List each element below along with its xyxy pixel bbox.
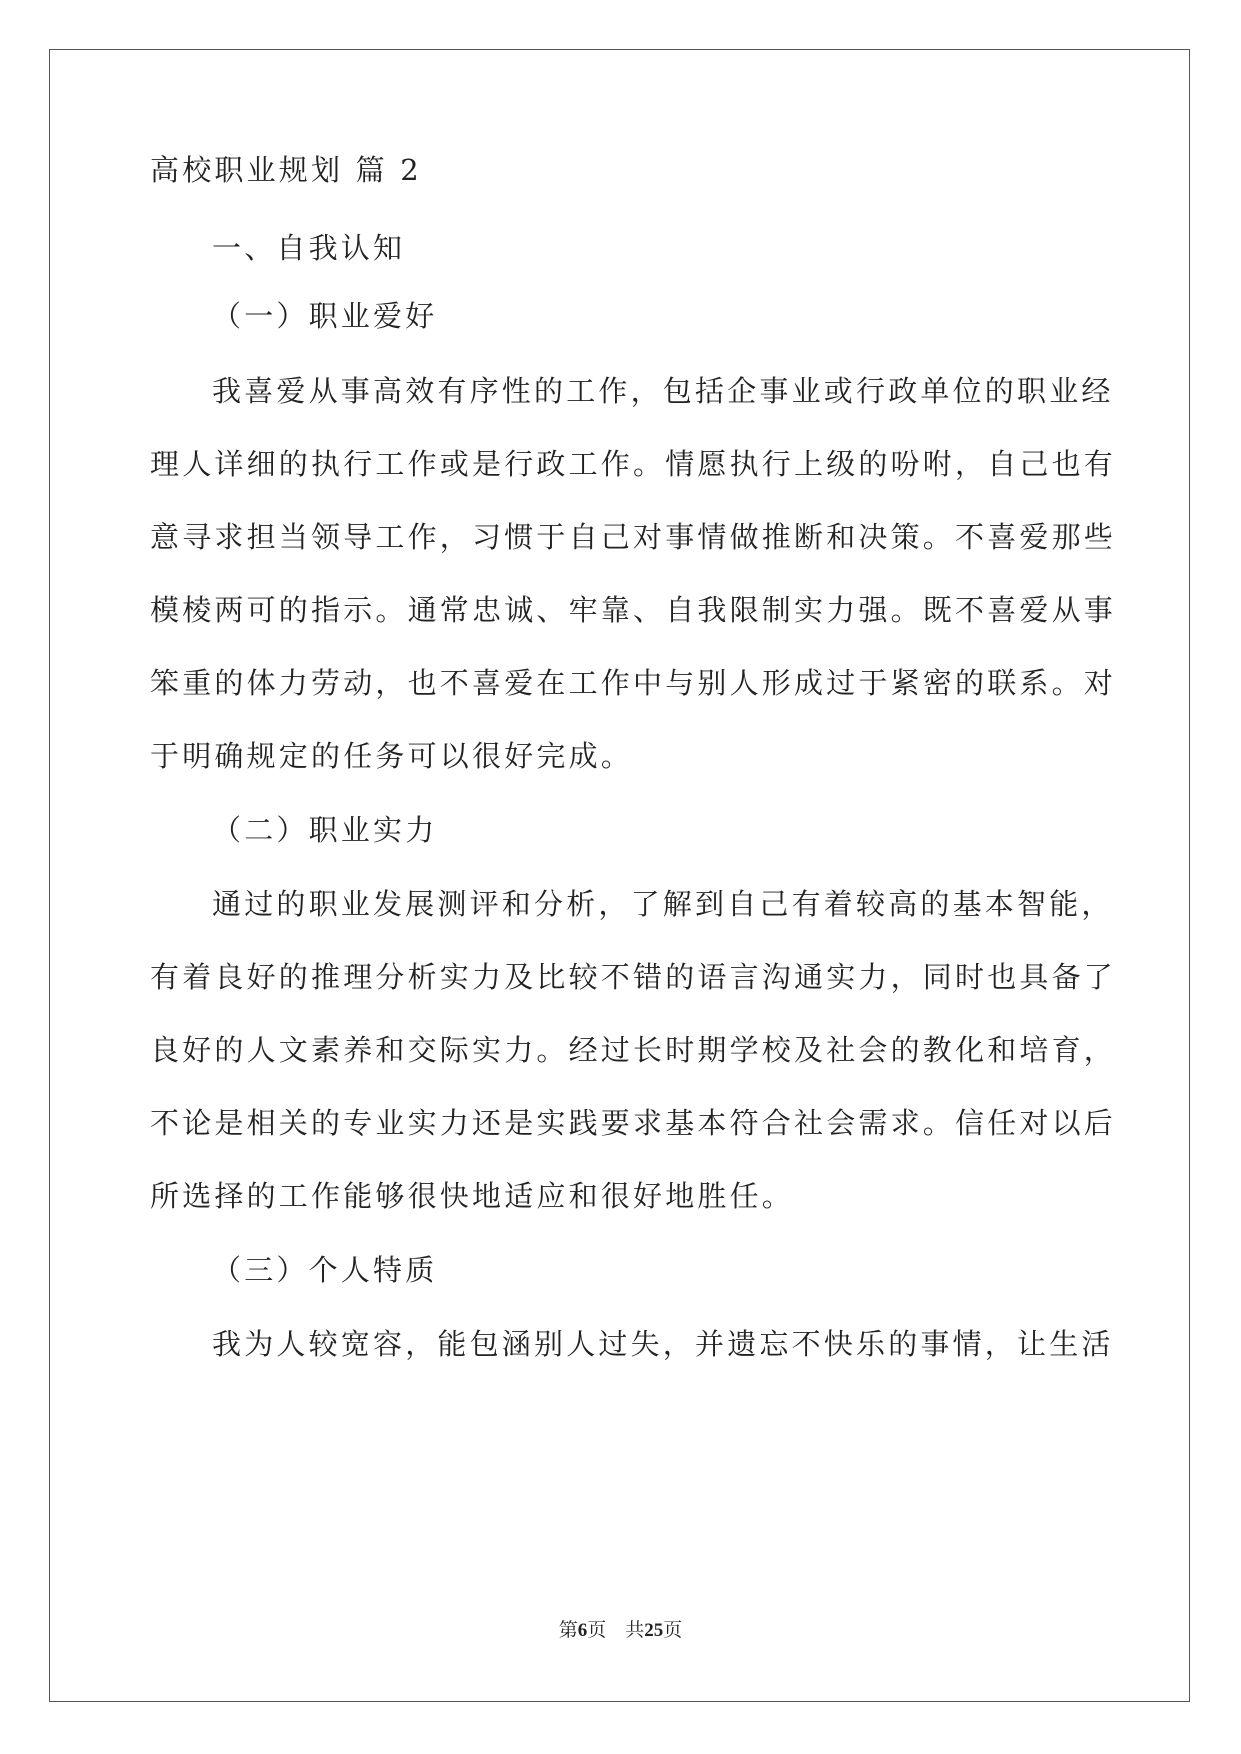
footer-total-pages: 25 [644, 1620, 664, 1641]
paragraph-line: 意寻求担当领导工作，习惯于自己对事情做推断和决策。不喜爱那些 [150, 520, 1117, 554]
paragraph-line: 良好的人文素养和交际实力。经过长时期学校及社会的教化和培育， [150, 1033, 1117, 1067]
footer-current-page: 6 [577, 1620, 588, 1641]
paragraph-line: 所选择的工作能够很快地适应和很好地胜任。 [150, 1179, 795, 1213]
paragraph-line: 理人详细的执行工作或是行政工作。情愿执行上级的吩咐，自己也有 [150, 447, 1117, 481]
paragraph-line: 笨重的体力劳动，也不喜爱在工作中与别人形成过于紧密的联系。对 [150, 666, 1117, 700]
footer-suffix: 页 [663, 1620, 683, 1641]
document-title: 高校职业规划 篇 2 [150, 153, 422, 187]
footer-mid: 页 共 [587, 1620, 645, 1641]
paragraph-line: 通过的职业发展测评和分析，了解到自己有着较高的基本智能， [212, 887, 1114, 921]
footer-prefix: 第 [558, 1620, 578, 1641]
paragraph-line: 有着良好的推理分析实力及比较不错的语言沟通实力，同时也具备了 [150, 960, 1117, 994]
subsection-heading-ability: （二）职业实力 [212, 813, 438, 847]
page-footer [0, 1619, 1241, 1643]
paragraph-line: 于明确规定的任务可以很好完成。 [150, 739, 634, 773]
paragraph-line: 我为人较宽容，能包涵别人过失，并遗忘不快乐的事情，让生活 [212, 1327, 1114, 1361]
section-heading-self-awareness: 一、自我认知 [212, 231, 406, 265]
subsection-heading-interest: （一）职业爱好 [212, 299, 438, 333]
subsection-heading-traits: （三）个人特质 [212, 1253, 438, 1287]
paragraph-line: 不论是相关的专业实力还是实践要求基本符合社会需求。信任对以后 [150, 1106, 1117, 1140]
paragraph-line: 模棱两可的指示。通常忠诚、牢靠、自我限制实力强。既不喜爱从事 [150, 593, 1117, 627]
paragraph-line: 我喜爱从事高效有序性的工作，包括企事业或行政单位的职业经 [212, 374, 1114, 408]
